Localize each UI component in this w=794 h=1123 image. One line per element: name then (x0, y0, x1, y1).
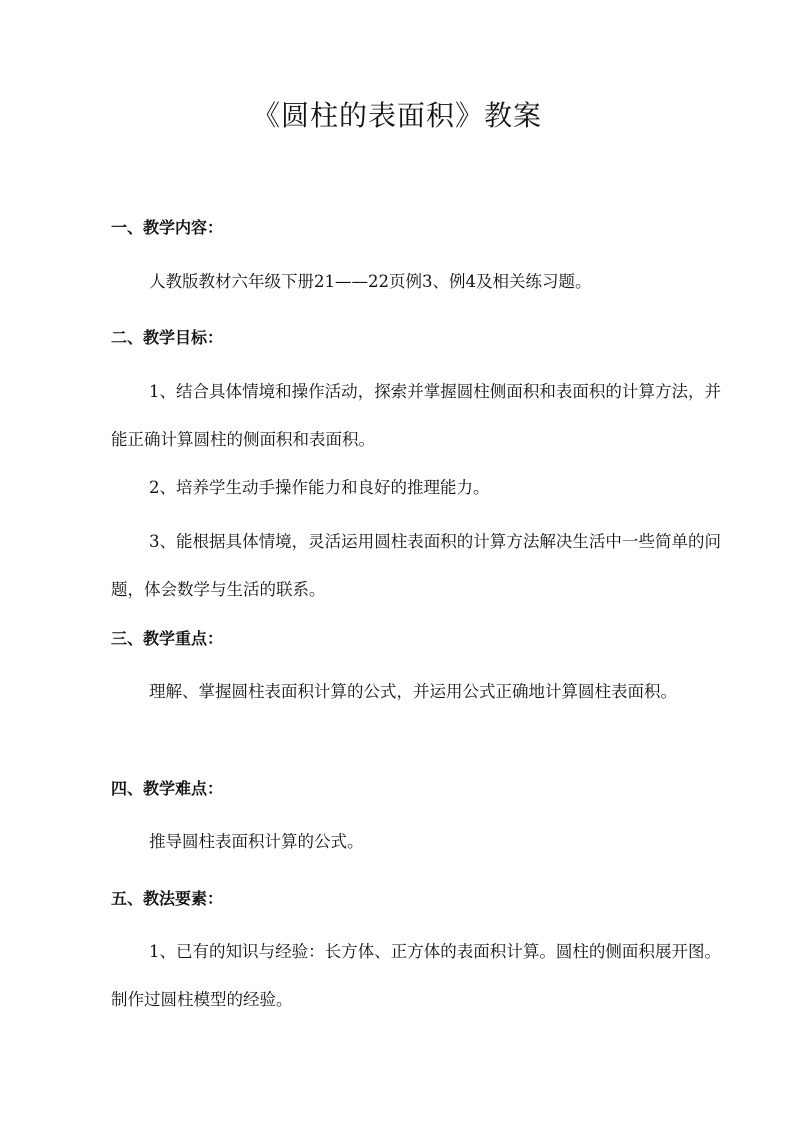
section-heading-key-points: 三、教学重点： (111, 629, 224, 648)
paragraph-difficulties: 推导圆柱表面积计算的公式。 (149, 832, 364, 851)
paragraph-key-points: 理解、掌握圆柱表面积计算的公式，并运用公式正确地计算圆柱表面积。 (149, 682, 677, 701)
paragraph-goal-3: 3、能根据具体情境，灵活运用圆柱表面积的计算方法解决生活中一些简单的问题，体会数学与生活的联系。 (111, 532, 721, 599)
section-heading-teaching-elements: 五、教法要素： (111, 889, 224, 908)
section-heading-teaching-goals: 二、教学目标： (111, 328, 224, 347)
section-heading-teaching-content: 一、教学内容： (111, 218, 224, 237)
paragraph-teaching-element-1: 1、已有的知识与经验：长方体、正方体的表面积计算。圆柱的侧面积展开图。制作过圆柱模型的经验。 (111, 942, 721, 1009)
paragraph-goal-2: 2、培养学生动手操作能力和良好的推理能力。 (149, 478, 490, 497)
paragraph-goal-1: 1、结合具体情境和操作活动，探索并掌握圆柱侧面积和表面积的计算方法，并能正确计算圆柱的侧面积和表面积。 (111, 382, 721, 449)
paragraph-teaching-content: 人教版教材六年级下册21——22页例3、例4及相关练习题。 (149, 272, 592, 291)
section-heading-difficulties: 四、教学难点： (111, 779, 224, 798)
page-title: 《圆柱的表面积》教案 (251, 99, 542, 132)
